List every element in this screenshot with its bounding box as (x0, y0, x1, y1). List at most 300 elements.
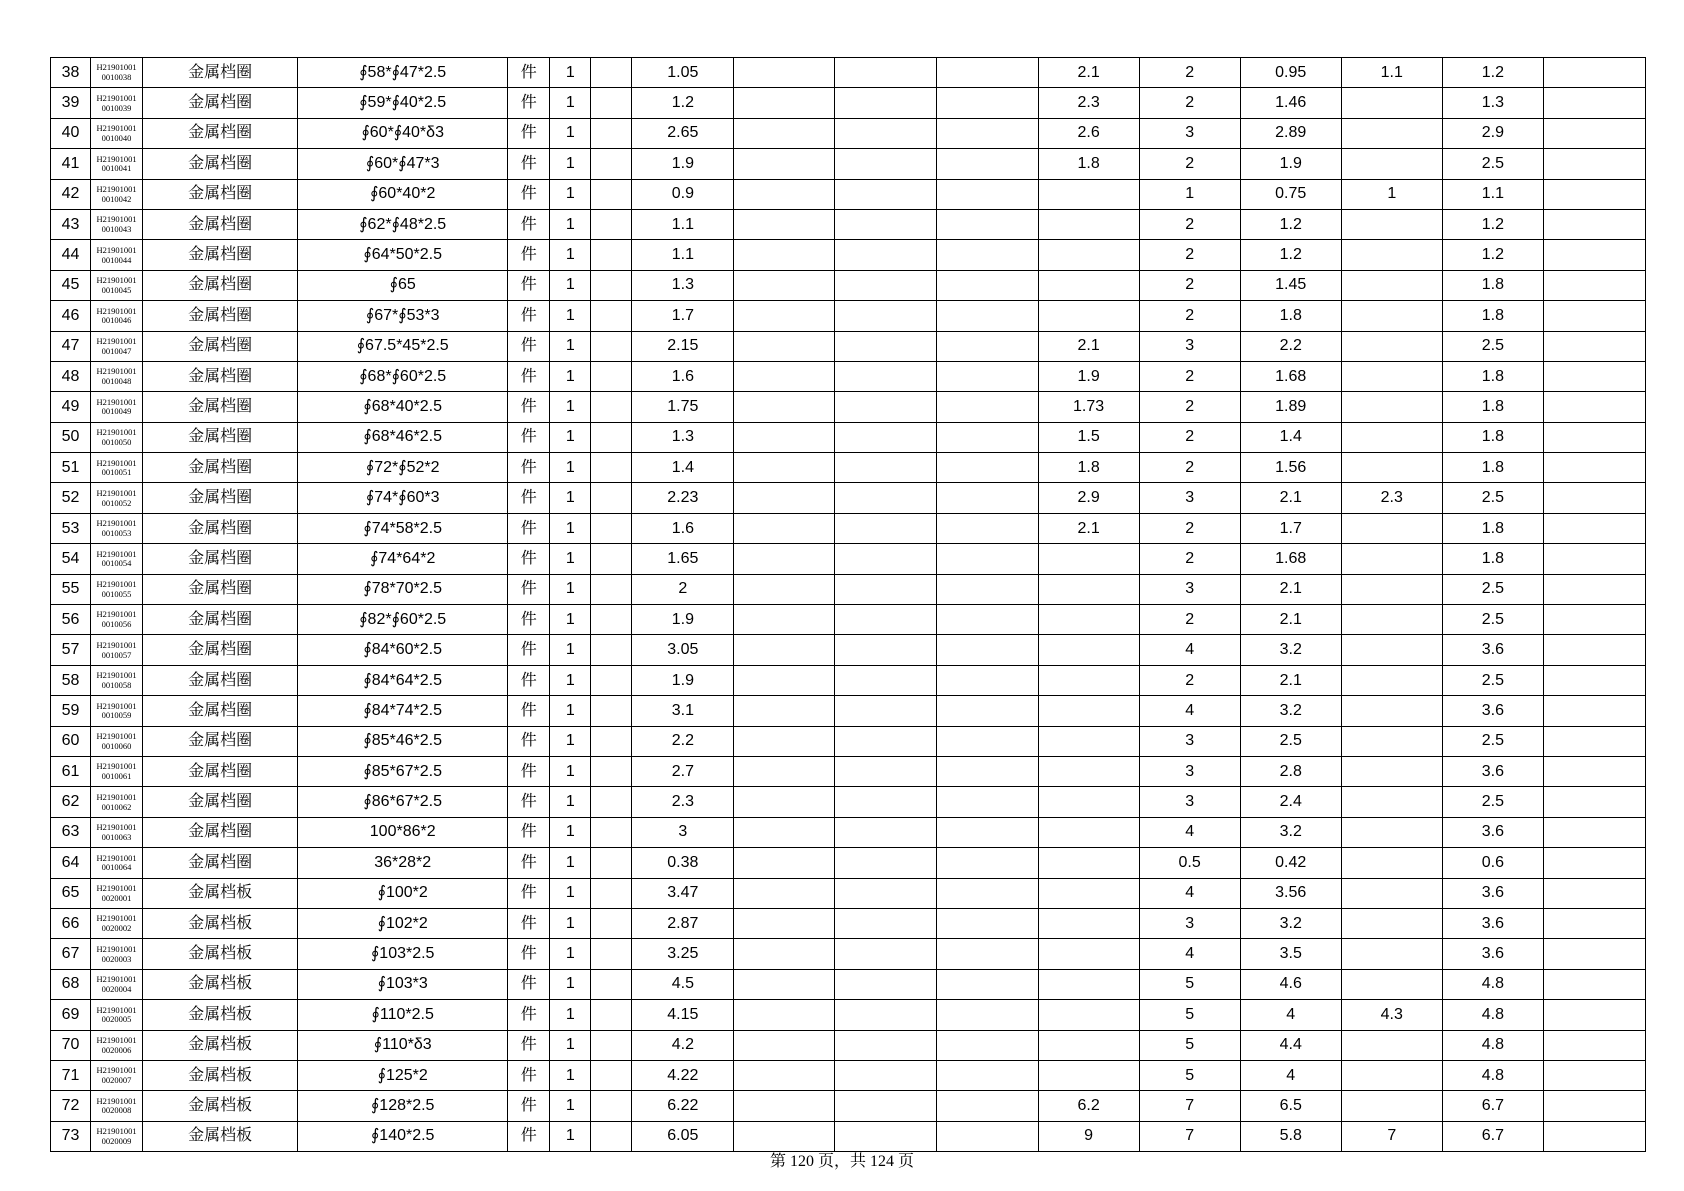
cell-c10: 2.5 (1442, 665, 1543, 695)
cell-unit: 件 (508, 726, 550, 756)
cell-code (91, 544, 143, 574)
cell-unit: 件 (508, 848, 550, 878)
cell-c10: 1.2 (1442, 58, 1543, 88)
cell-c5 (936, 240, 1038, 270)
cell-c5 (936, 726, 1038, 756)
table-row (51, 605, 1646, 635)
cell-c4 (835, 878, 936, 908)
cell-c5 (936, 118, 1038, 148)
cell-c2: 1.65 (632, 544, 734, 574)
cell-code-line2: 0010059 (101, 710, 132, 721)
cell-c8: 1.7 (1240, 513, 1341, 543)
cell-name: 金属档圈 (143, 422, 298, 452)
cell-c7: 2 (1139, 301, 1240, 331)
cell-c5 (936, 1030, 1038, 1060)
cell-c5 (936, 58, 1038, 88)
cell-code (91, 483, 143, 513)
cell-code-line2: 0020001 (101, 892, 132, 903)
cell-code-line2: 0010045 (101, 284, 132, 295)
cell-c6: 2.1 (1038, 513, 1139, 543)
cell-spec: ∮60*∮40*δ3 (298, 118, 508, 148)
cell-c4 (835, 483, 936, 513)
cell-c5 (936, 422, 1038, 452)
cell-c2: 0.9 (632, 179, 734, 209)
cell-code-line1: H21901001 (96, 609, 137, 620)
cell-no: 38 (51, 58, 91, 88)
cell-unit: 件 (508, 513, 550, 543)
cell-c4 (835, 240, 936, 270)
cell-c1 (591, 605, 632, 635)
cell-qty: 1 (550, 848, 591, 878)
cell-c5 (936, 635, 1038, 665)
cell-code-line2: 0010058 (101, 680, 132, 690)
cell-c6: 6.2 (1038, 1091, 1139, 1121)
cell-unit: 件 (508, 483, 550, 513)
cell-c1 (591, 878, 632, 908)
cell-c9 (1341, 848, 1442, 878)
cell-c10: 6.7 (1442, 1121, 1543, 1151)
cell-code (91, 513, 143, 543)
table-row (51, 939, 1646, 969)
cell-c4 (835, 969, 936, 999)
cell-code (91, 726, 143, 756)
cell-c3 (734, 878, 835, 908)
cell-name: 金属档板 (143, 908, 298, 938)
cell-c5 (936, 574, 1038, 604)
cell-c10: 2.5 (1442, 605, 1543, 635)
cell-spec: ∮140*2.5 (298, 1121, 508, 1151)
cell-c10: 2.9 (1442, 118, 1543, 148)
cell-qty: 1 (550, 817, 591, 847)
cell-c1 (591, 88, 632, 118)
cell-c9 (1341, 635, 1442, 665)
cell-c10: 3.6 (1442, 696, 1543, 726)
cell-c7: 2 (1139, 58, 1240, 88)
cell-code-line1: H21901001 (96, 913, 137, 924)
cell-c3 (734, 1030, 835, 1060)
cell-code-line2: 0010056 (101, 619, 132, 630)
cell-code-line2: 0010053 (101, 528, 132, 539)
cell-unit: 件 (508, 240, 550, 270)
cell-c11 (1543, 665, 1645, 695)
cell-no: 73 (51, 1121, 91, 1151)
cell-c5 (936, 848, 1038, 878)
cell-unit: 件 (508, 331, 550, 361)
cell-c2: 0.38 (632, 848, 734, 878)
cell-c11 (1543, 726, 1645, 756)
cell-unit: 件 (508, 301, 550, 331)
cell-c3 (734, 118, 835, 148)
cell-c9 (1341, 1091, 1442, 1121)
cell-c1 (591, 756, 632, 786)
cell-c6 (1038, 817, 1139, 847)
cell-code-line1: H21901001 (96, 791, 137, 802)
cell-c3 (734, 331, 835, 361)
cell-code-line2: 0020003 (101, 953, 132, 964)
cell-c6 (1038, 301, 1139, 331)
cell-c5 (936, 179, 1038, 209)
cell-c7: 3 (1139, 787, 1240, 817)
cell-c1 (591, 817, 632, 847)
cell-c11 (1543, 605, 1645, 635)
cell-c7: 2 (1139, 392, 1240, 422)
cell-c11 (1543, 483, 1645, 513)
cell-code-line1: H21901001 (96, 852, 137, 863)
cell-c4 (835, 756, 936, 786)
cell-name: 金属档圈 (143, 270, 298, 300)
cell-unit: 件 (508, 787, 550, 817)
cell-c10: 2.5 (1442, 331, 1543, 361)
cell-c3 (734, 969, 835, 999)
cell-c5 (936, 1091, 1038, 1121)
cell-code-line1: H21901001 (96, 670, 137, 681)
cell-c1 (591, 1091, 632, 1121)
cell-no: 70 (51, 1030, 91, 1060)
cell-spec: ∮67.5*45*2.5 (298, 331, 508, 361)
cell-qty: 1 (550, 361, 591, 391)
cell-code-line2: 0020004 (101, 983, 132, 994)
cell-c6 (1038, 726, 1139, 756)
cell-c5 (936, 787, 1038, 817)
cell-code-line2: 0010041 (101, 163, 132, 174)
cell-code-line2: 0010047 (101, 345, 132, 356)
cell-c10: 3.6 (1442, 817, 1543, 847)
cell-c11 (1543, 179, 1645, 209)
cell-c4 (835, 817, 936, 847)
cell-code (91, 939, 143, 969)
cell-spec: ∮72*∮52*2 (298, 453, 508, 483)
cell-spec: ∮68*46*2.5 (298, 422, 508, 452)
cell-c5 (936, 939, 1038, 969)
table-row (51, 513, 1646, 543)
cell-c9: 4.3 (1341, 1000, 1442, 1030)
cell-c5 (936, 1121, 1038, 1151)
cell-c4 (835, 908, 936, 938)
cell-code (91, 58, 143, 88)
cell-no: 69 (51, 1000, 91, 1030)
cell-c7: 4 (1139, 696, 1240, 726)
page-footer: 第 120 页，共 124 页 (769, 1153, 914, 1170)
cell-qty: 1 (550, 1000, 591, 1030)
cell-no: 62 (51, 787, 91, 817)
cell-code (91, 240, 143, 270)
cell-qty: 1 (550, 209, 591, 239)
cell-qty: 1 (550, 726, 591, 756)
cell-c7: 5 (1139, 1060, 1240, 1090)
cell-c3 (734, 726, 835, 756)
cell-unit: 件 (508, 756, 550, 786)
cell-c7: 5 (1139, 1000, 1240, 1030)
cell-c5 (936, 301, 1038, 331)
cell-c7: 2 (1139, 88, 1240, 118)
cell-qty: 1 (550, 240, 591, 270)
cell-name: 金属档圈 (143, 848, 298, 878)
cell-c7: 2 (1139, 240, 1240, 270)
cell-code (91, 848, 143, 878)
cell-c8: 1.68 (1240, 544, 1341, 574)
cell-unit: 件 (508, 270, 550, 300)
table-row (51, 908, 1646, 938)
cell-c10: 3.6 (1442, 908, 1543, 938)
cell-spec: ∮110*δ3 (298, 1030, 508, 1060)
cell-c9: 1.1 (1341, 58, 1442, 88)
cell-code-line1: H21901001 (96, 92, 137, 103)
cell-c11 (1543, 544, 1645, 574)
cell-c9 (1341, 696, 1442, 726)
cell-c8: 1.89 (1240, 392, 1341, 422)
cell-code (91, 88, 143, 118)
cell-unit: 件 (508, 969, 550, 999)
cell-c2: 1.3 (632, 422, 734, 452)
cell-c2: 1.9 (632, 605, 734, 635)
cell-c2: 1.3 (632, 270, 734, 300)
cell-c1 (591, 574, 632, 604)
cell-c6 (1038, 908, 1139, 938)
cell-unit: 件 (508, 939, 550, 969)
cell-qty: 1 (550, 544, 591, 574)
cell-code-line2: 0010062 (101, 801, 132, 812)
table-row (51, 240, 1646, 270)
cell-c10: 1.8 (1442, 453, 1543, 483)
cell-qty: 1 (550, 453, 591, 483)
cell-c9 (1341, 331, 1442, 361)
cell-code (91, 756, 143, 786)
cell-no: 52 (51, 483, 91, 513)
cell-code-line1: H21901001 (96, 943, 137, 954)
cell-c1 (591, 58, 632, 88)
cell-c6 (1038, 1060, 1139, 1090)
cell-c4 (835, 361, 936, 391)
cell-code-line2: 0020008 (101, 1105, 132, 1116)
cell-code-line2: 0010057 (101, 649, 132, 660)
cell-c1 (591, 513, 632, 543)
cell-c8: 2.8 (1240, 756, 1341, 786)
table-row (51, 88, 1646, 118)
cell-c8: 1.8 (1240, 301, 1341, 331)
cell-spec: ∮103*3 (298, 969, 508, 999)
cell-c5 (936, 969, 1038, 999)
cell-no: 44 (51, 240, 91, 270)
cell-no: 46 (51, 301, 91, 331)
cell-name: 金属档圈 (143, 301, 298, 331)
table-row (51, 149, 1646, 179)
cell-c4 (835, 787, 936, 817)
cell-c9 (1341, 574, 1442, 604)
cell-code-line2: 0010051 (101, 467, 132, 478)
cell-c1 (591, 635, 632, 665)
cell-c3 (734, 483, 835, 513)
cell-unit: 件 (508, 696, 550, 726)
cell-c6 (1038, 605, 1139, 635)
cell-code-line2: 0020006 (101, 1044, 132, 1055)
cell-name: 金属档圈 (143, 179, 298, 209)
cell-c10: 3.6 (1442, 635, 1543, 665)
cell-name: 金属档圈 (143, 513, 298, 543)
cell-no: 53 (51, 513, 91, 543)
cell-c9 (1341, 453, 1442, 483)
cell-c3 (734, 1060, 835, 1090)
cell-c4 (835, 513, 936, 543)
cell-name: 金属档圈 (143, 88, 298, 118)
cell-c2: 6.22 (632, 1091, 734, 1121)
cell-c7: 2 (1139, 422, 1240, 452)
cell-c8: 5.8 (1240, 1121, 1341, 1151)
cell-name: 金属档板 (143, 1091, 298, 1121)
cell-no: 64 (51, 848, 91, 878)
table-row (51, 574, 1646, 604)
cell-c6 (1038, 574, 1139, 604)
cell-code-line1: H21901001 (96, 882, 137, 893)
cell-name: 金属档板 (143, 969, 298, 999)
cell-unit: 件 (508, 422, 550, 452)
cell-name: 金属档圈 (143, 58, 298, 88)
cell-c4 (835, 392, 936, 422)
cell-spec: ∮65 (298, 270, 508, 300)
cell-c6: 2.1 (1038, 58, 1139, 88)
cell-code-line1: H21901001 (96, 579, 137, 590)
cell-c2: 3 (632, 817, 734, 847)
cell-qty: 1 (550, 513, 591, 543)
cell-spec: ∮58*∮47*2.5 (298, 58, 508, 88)
cell-c6 (1038, 878, 1139, 908)
cell-c8: 0.95 (1240, 58, 1341, 88)
cell-c8: 1.2 (1240, 209, 1341, 239)
cell-qty: 1 (550, 878, 591, 908)
cell-c5 (936, 149, 1038, 179)
cell-unit: 件 (508, 88, 550, 118)
cell-qty: 1 (550, 58, 591, 88)
cell-c1 (591, 179, 632, 209)
cell-c7: 2 (1139, 149, 1240, 179)
cell-code (91, 817, 143, 847)
cell-code-line1: H21901001 (96, 275, 137, 286)
cell-name: 金属档圈 (143, 605, 298, 635)
cell-c11 (1543, 969, 1645, 999)
cell-no: 58 (51, 665, 91, 695)
cell-c1 (591, 361, 632, 391)
cell-c5 (936, 483, 1038, 513)
cell-c4 (835, 665, 936, 695)
cell-c3 (734, 696, 835, 726)
cell-c4 (835, 301, 936, 331)
cell-c8: 4 (1240, 1000, 1341, 1030)
cell-code-line1: H21901001 (96, 974, 137, 985)
data-table (50, 57, 1646, 1152)
cell-name: 金属档圈 (143, 726, 298, 756)
table-row (51, 422, 1646, 452)
cell-c4 (835, 1030, 936, 1060)
cell-c7: 2 (1139, 544, 1240, 574)
cell-c11 (1543, 301, 1645, 331)
cell-code (91, 392, 143, 422)
cell-c6: 1.8 (1038, 453, 1139, 483)
cell-name: 金属档圈 (143, 483, 298, 513)
cell-c3 (734, 88, 835, 118)
cell-qty: 1 (550, 969, 591, 999)
cell-c10: 2.5 (1442, 787, 1543, 817)
cell-unit: 件 (508, 544, 550, 574)
cell-c1 (591, 1000, 632, 1030)
cell-code (91, 149, 143, 179)
cell-no: 41 (51, 149, 91, 179)
cell-c2: 2.3 (632, 787, 734, 817)
cell-c10: 1.3 (1442, 88, 1543, 118)
cell-code-line1: H21901001 (96, 731, 137, 742)
cell-c11 (1543, 696, 1645, 726)
cell-c3 (734, 817, 835, 847)
cell-c10: 1.1 (1442, 179, 1543, 209)
cell-c3 (734, 301, 835, 331)
cell-c3 (734, 392, 835, 422)
cell-no: 51 (51, 453, 91, 483)
cell-c2: 1.75 (632, 392, 734, 422)
cell-c7: 2 (1139, 605, 1240, 635)
cell-code (91, 301, 143, 331)
cell-c2: 4.5 (632, 969, 734, 999)
cell-name: 金属档圈 (143, 574, 298, 604)
cell-spec: ∮60*40*2 (298, 179, 508, 209)
cell-c10: 4.8 (1442, 969, 1543, 999)
cell-c10: 1.8 (1442, 361, 1543, 391)
cell-code (91, 118, 143, 148)
cell-c6: 2.9 (1038, 483, 1139, 513)
cell-c7: 4 (1139, 939, 1240, 969)
cell-c8: 4.4 (1240, 1030, 1341, 1060)
cell-spec: ∮84*64*2.5 (298, 665, 508, 695)
cell-code-line2: 0020009 (101, 1135, 132, 1146)
cell-c10: 1.8 (1442, 422, 1543, 452)
cell-spec: ∮68*∮60*2.5 (298, 361, 508, 391)
cell-name: 金属档圈 (143, 149, 298, 179)
cell-c4 (835, 696, 936, 726)
cell-c2: 2.7 (632, 756, 734, 786)
cell-c7: 0.5 (1139, 848, 1240, 878)
cell-code-line2: 0010039 (101, 102, 132, 113)
cell-c9 (1341, 270, 1442, 300)
cell-c2: 1.1 (632, 209, 734, 239)
cell-c4 (835, 179, 936, 209)
cell-c8: 0.42 (1240, 848, 1341, 878)
cell-unit: 件 (508, 878, 550, 908)
cell-name: 金属档圈 (143, 665, 298, 695)
cell-c7: 3 (1139, 331, 1240, 361)
cell-c8: 2.1 (1240, 605, 1341, 635)
cell-c2: 3.05 (632, 635, 734, 665)
cell-c10: 1.8 (1442, 544, 1543, 574)
cell-c8: 6.5 (1240, 1091, 1341, 1121)
cell-unit: 件 (508, 361, 550, 391)
cell-unit: 件 (508, 665, 550, 695)
cell-c9: 1 (1341, 179, 1442, 209)
cell-code (91, 422, 143, 452)
cell-qty: 1 (550, 635, 591, 665)
cell-c6 (1038, 787, 1139, 817)
cell-name: 金属档圈 (143, 817, 298, 847)
cell-name: 金属档板 (143, 1000, 298, 1030)
cell-qty: 1 (550, 1060, 591, 1090)
cell-no: 43 (51, 209, 91, 239)
cell-c3 (734, 149, 835, 179)
cell-spec: ∮100*2 (298, 878, 508, 908)
cell-no: 61 (51, 756, 91, 786)
cell-c5 (936, 361, 1038, 391)
table-row (51, 331, 1646, 361)
cell-c10: 0.6 (1442, 848, 1543, 878)
cell-c8: 1.45 (1240, 270, 1341, 300)
cell-c10: 1.8 (1442, 392, 1543, 422)
cell-name: 金属档板 (143, 878, 298, 908)
table-row (51, 209, 1646, 239)
